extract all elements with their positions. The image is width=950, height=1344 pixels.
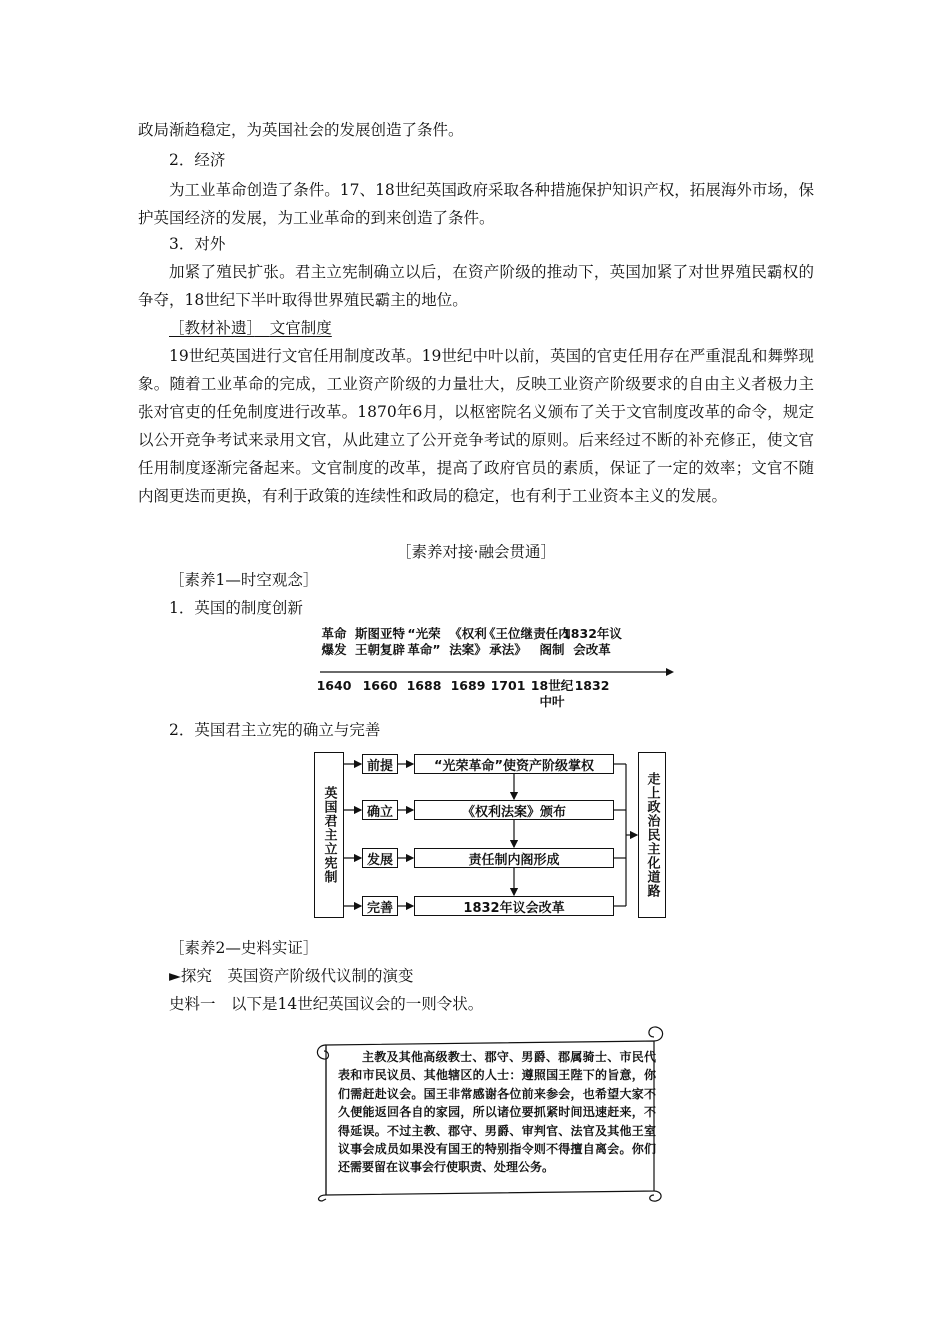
timeline-year-label: 1688 bbox=[406, 678, 442, 693]
paragraph-civil-service: 19世纪英国进行文官任用制度改革。19世纪中叶以前，英国的官吏任用存在严重混乱和舞弊现象。随着工业革命的完成，工业资产阶级的力量壮大，反映工业资产阶级要求的自由主义者极力主张对官吏的任免制度进行改革。1870年6月，以枢密院名义颁布了关于文官制度改革的命令，规定以公开竞争考试来录用文官，从此建立了公开竞争考试的原则。后来经过不断的补充修正，使文官任用制度逐渐完备起来。文官制度的改革，提高了政府官员的素质，保证了一定的效率；文官不随内阁更迭而更换，有利于政策的连续性和政局的稳定，也有利于工业资本主义的发展。 bbox=[138, 347, 814, 505]
timeline-year-label: 1701 bbox=[490, 678, 526, 693]
literacy-2-heading: ［素养2—史料实证］ bbox=[169, 939, 319, 957]
flow-stage-box: 完善 bbox=[362, 896, 398, 916]
timeline-event-label: 《权利 法案》 bbox=[449, 626, 487, 657]
flow-stage-box: 确立 bbox=[362, 800, 398, 820]
scroll-writ-text: 主教及其他高级教士、郡守、男爵、郡属骑士、市民代表和市民议员、其他辖区的人士：遵照国王陛下的旨意，你们需赶赴议会。国王非常感谢各位前来参会，也希望大家不久便能返回各自的家园，所以诸位要抓紧时间迅速赶来，不得延误。不过主教、郡守、男爵、审判官、法官及其他王室议事会成员如果没有国王的特别指令则不得擅自离会。你们还需要留在议事会行使职责、处理公务。 bbox=[338, 1050, 656, 1175]
supplement-heading bbox=[169, 314, 332, 342]
timeline-diagram bbox=[318, 626, 674, 710]
flow-stage-box: 前提 bbox=[362, 754, 398, 774]
item-1-heading: 1．英国的制度创新 bbox=[169, 599, 303, 617]
heading-economy: 2．经济 bbox=[169, 151, 226, 169]
paragraph-foreign: 加紧了殖民扩张。君主立宪制确立以后，在资产阶级的推动下，英国加紧了对世界殖民霸权的争夺，18世纪下半叶取得世界殖民霸主的地位。 bbox=[138, 263, 814, 309]
flow-content-box: 1832年议会改革 bbox=[414, 896, 614, 916]
timeline-event-label: “光荣 革命” bbox=[407, 626, 441, 657]
flow-left-box: 英国君主立宪制 bbox=[314, 752, 344, 918]
timeline-event-label: 斯图亚特 王朝复辟 bbox=[354, 626, 406, 657]
heading-foreign: 3．对外 bbox=[169, 235, 226, 253]
flow-content-box: 《权利法案》颁布 bbox=[414, 800, 614, 820]
flow-right-box: 走上政治民主化道路 bbox=[638, 752, 666, 918]
source-1-intro: 史料一 以下是14世纪英国议会的一则令状。 bbox=[169, 995, 484, 1013]
explore-marker: ►探究 bbox=[169, 967, 212, 985]
timeline-year-label: 1832 bbox=[574, 678, 610, 693]
timeline-event-label: 《王位继 承法》 bbox=[482, 626, 534, 657]
explore-title: 英国资产阶级代议制的演变 bbox=[227, 967, 414, 985]
paragraph-economy: 为工业革命创造了条件。17、18世纪英国政府采取各种措施保护知识产权，拓展海外市场，保护英国经济的发展，为工业革命的到来创造了条件。 bbox=[138, 181, 814, 227]
flow-content-box: “光荣革命”使资产阶级掌权 bbox=[414, 754, 614, 774]
section-title: ［素养对接·融会贯通］ bbox=[396, 543, 556, 561]
timeline-year-label: 18世纪 中叶 bbox=[530, 678, 574, 709]
timeline-year-label: 1660 bbox=[362, 678, 398, 693]
constitutional-flow-diagram bbox=[312, 750, 668, 920]
timeline-event-label: 责任内 阁制 bbox=[533, 626, 571, 657]
flow-stage-box: 发展 bbox=[362, 848, 398, 868]
supplement-tag: ［教材补遗］ bbox=[169, 319, 255, 337]
literacy-1-heading: ［素养1—时空观念］ bbox=[169, 571, 319, 589]
explore-heading bbox=[169, 962, 413, 990]
timeline-year-label: 1640 bbox=[316, 678, 352, 693]
timeline-year-label: 1689 bbox=[450, 678, 486, 693]
item-2-heading: 2．英国君主立宪的确立与完善 bbox=[169, 721, 381, 739]
paragraph-politics-end: 政局渐趋稳定，为英国社会的发展创造了条件。 bbox=[138, 121, 464, 139]
flow-connectors bbox=[312, 750, 668, 920]
flow-content-box: 责任制内阁形成 bbox=[414, 848, 614, 868]
timeline-event-label: 1832年议 会改革 bbox=[562, 626, 622, 657]
supplement-title: 文官制度 bbox=[269, 319, 332, 337]
timeline-event-label: 革命 爆发 bbox=[321, 626, 347, 657]
